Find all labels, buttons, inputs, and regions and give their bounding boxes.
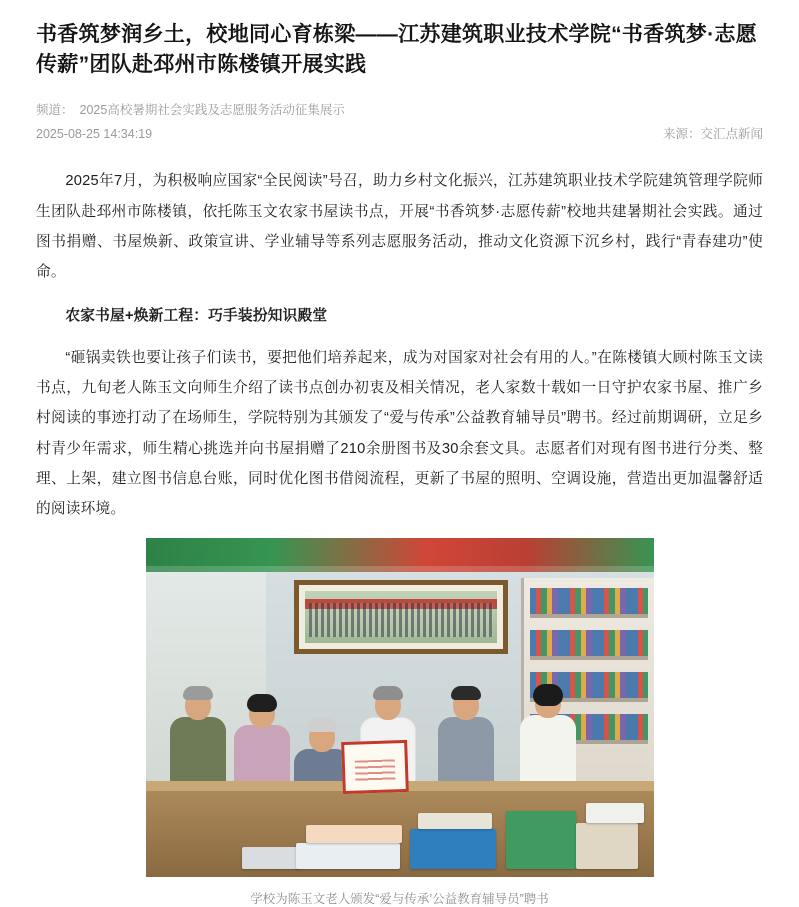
certificate-document (341, 740, 409, 794)
timestamp: 2025-08-25 14:34:19 (36, 126, 153, 141)
person-head (535, 688, 561, 718)
meta-timestamp-row (36, 123, 763, 147)
book-item (296, 843, 400, 869)
paragraph-detail: “砸锅卖铁也要让孩子们读书，要把他们培养起来，成为对国家对社会有用的人。”在陈楼镇大顾村陈玉文读书点，九旬老人陈玉文向师生介绍了读书点创办初衷及相关情况，老人家数十载如一日守护农家书屋、推广乡村阅读的事迹打动了在场师生，学院特别为其颁发了“爱与传承”公益教育辅导员”聘书。经过前期调研，立足乡村青少年需求，师生精心挑选并向书屋捐赠了210余册图书及30余套文具。志愿者们对现有图书进行分类、整理、上架，建立图书信息台账，同时优化图书借阅流程，更新了书屋的照明、空调设施，营造出更加温馨舒适的阅读环境。 (36, 350, 763, 517)
person-head (249, 698, 275, 728)
person-hair (533, 684, 563, 706)
article-meta (36, 99, 763, 147)
book-item (506, 811, 576, 869)
source: 来源：交汇点新闻 (662, 126, 763, 141)
framed-group-photo (294, 580, 508, 654)
page-title: 书香筑梦润乡土，校地同心育栋梁——江苏建筑职业技术学院“书香筑梦·志愿传薪”团队赴邳州市陈楼镇开展实践 (36, 23, 757, 77)
book-item (410, 829, 496, 869)
person-hair (451, 686, 481, 700)
channel-value: 2025高校暑期社会实践及志愿服务活动征集展示 (79, 102, 345, 117)
paragraph-intro: 2025年7月，为积极响应国家“全民阅读”号召，助力乡村文化振兴，江苏建筑职业技术学院建筑管理学院师生团队赴邳州市陈楼镇，依托陈玉文农家书屋读书点，开展“书香筑梦·志愿传薪”校地共建暑期社会实践。通过图书捐赠、书屋焕新、政策宣讲、学业辅导等系列志愿服务活动，推动文化资源下沉乡村，践行“青春建功”使命。 (36, 173, 763, 280)
photo-wall-banner (146, 538, 654, 572)
bookshelf-row (530, 588, 648, 618)
framed-photo-crowd (309, 603, 493, 637)
channel-label: 频道： (36, 102, 74, 117)
book-item (242, 847, 300, 869)
person-hair (247, 694, 277, 712)
article-figure (36, 538, 763, 907)
person-head (309, 722, 335, 752)
person-hair (373, 686, 403, 700)
book-item (576, 823, 638, 869)
book-item (418, 813, 492, 829)
book-item (586, 803, 644, 823)
group-photo-certificate-ceremony (146, 538, 654, 877)
book-item (306, 825, 402, 843)
framed-photo-inner (305, 591, 497, 643)
bookshelf-row (530, 630, 648, 660)
person-hair (307, 718, 337, 732)
person-head (453, 690, 479, 720)
figure-caption: 学校为陈玉文老人颁发“爱与传承’公益教育辅导员”聘书 (250, 891, 549, 906)
meta-channel-row (36, 99, 763, 123)
article-body (36, 166, 763, 524)
person-hair (183, 686, 213, 700)
paragraph-subheading: 农家书屋+焕新工程：巧手装扮知识殿堂 (65, 307, 328, 324)
person-head (185, 690, 211, 720)
person-head (375, 690, 401, 720)
